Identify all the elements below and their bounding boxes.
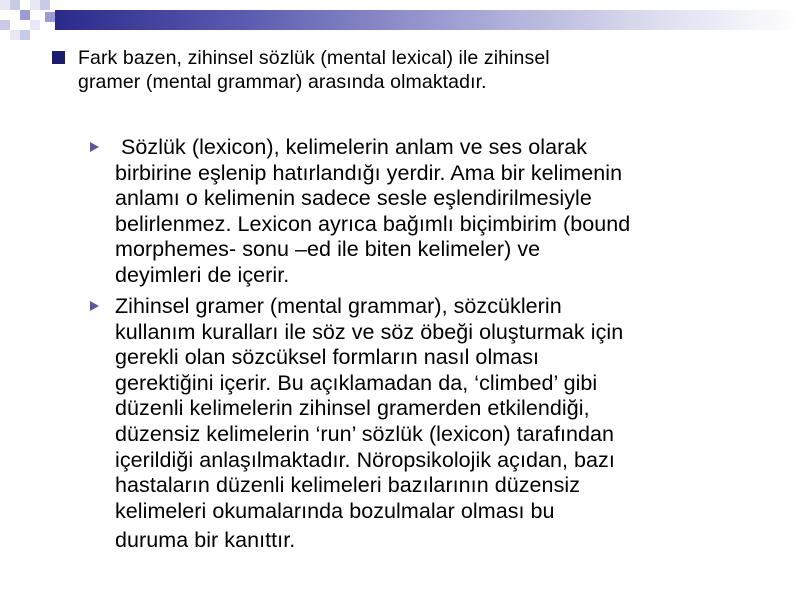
text-line: morphemes- sonu –ed ile biten kelimeler) ve <box>115 237 541 262</box>
text-line: Zihinsel gramer (mental grammar), sözcüklerin <box>115 294 562 318</box>
main-bullet <box>52 46 742 94</box>
sub-bullet-mental-grammar <box>90 294 770 554</box>
square-bullet-icon <box>52 51 65 64</box>
text-line: gerektiğini içerir. Bu açıklamadan da, ‘climbed’ gibi <box>115 370 598 395</box>
sub-bullet-lexicon <box>90 135 770 289</box>
text-line: kelimeleri okumalarında bozulmalar olması bu <box>115 498 555 523</box>
text-line: düzensiz kelimelerin ‘run’ sözlük (lexicon) tarafından <box>115 421 615 446</box>
text-line: Fark bazen, zihinsel sözlük (mental lexical) ile zihinsel <box>78 47 550 69</box>
text-line: deyimleri de içerir. <box>115 262 290 287</box>
text-line: kullanım kuralları ile söz ve söz öbeği oluşturmak için <box>115 319 624 344</box>
triangle-bullet-icon <box>90 142 99 152</box>
triangle-bullet-icon <box>90 301 99 311</box>
text-line: gerekli olan sözcüksel formların nasıl olması <box>115 345 540 370</box>
text-line: duruma bir kanıttır. <box>115 528 296 553</box>
text-line: Sözlük (lexicon), kelimelerin anlam ve ses olarak <box>115 135 588 159</box>
sub-bullet-text <box>115 135 770 289</box>
checker-square <box>20 10 30 20</box>
checker-square <box>0 20 10 30</box>
text-line: anlamı o kelimenin sadece sesle eşlendirilmesiyle <box>115 186 592 211</box>
checker-square <box>20 30 30 40</box>
header-gradient-bar <box>55 10 800 30</box>
text-line: belirlenmez. Lexicon ayrıca bağımlı biçimbirim (bound <box>115 211 631 236</box>
text-line: gramer (mental grammar) arasında olmaktadır. <box>78 71 487 93</box>
text-line: içerildiği anlaşılmaktadır. Nöropsikolojik açıdan, bazı <box>115 447 615 472</box>
text-line: düzenli kelimelerin zihinsel gramerden etkilendiği, <box>115 396 590 421</box>
checker-square <box>30 20 40 30</box>
checker-square <box>30 0 40 10</box>
checker-square <box>45 12 55 22</box>
text-line: birbirine eşlenip hatırlandığı yerdir. Ama bir kelimenin <box>115 160 623 185</box>
checker-square <box>0 0 10 10</box>
checker-square <box>10 30 20 40</box>
sub-bullet-text <box>115 294 770 554</box>
checker-square <box>10 0 20 10</box>
main-bullet-text <box>78 46 742 94</box>
text-line: hastaların düzenli kelimeleri bazılarının düzensiz <box>115 473 580 498</box>
checker-square <box>40 0 50 10</box>
